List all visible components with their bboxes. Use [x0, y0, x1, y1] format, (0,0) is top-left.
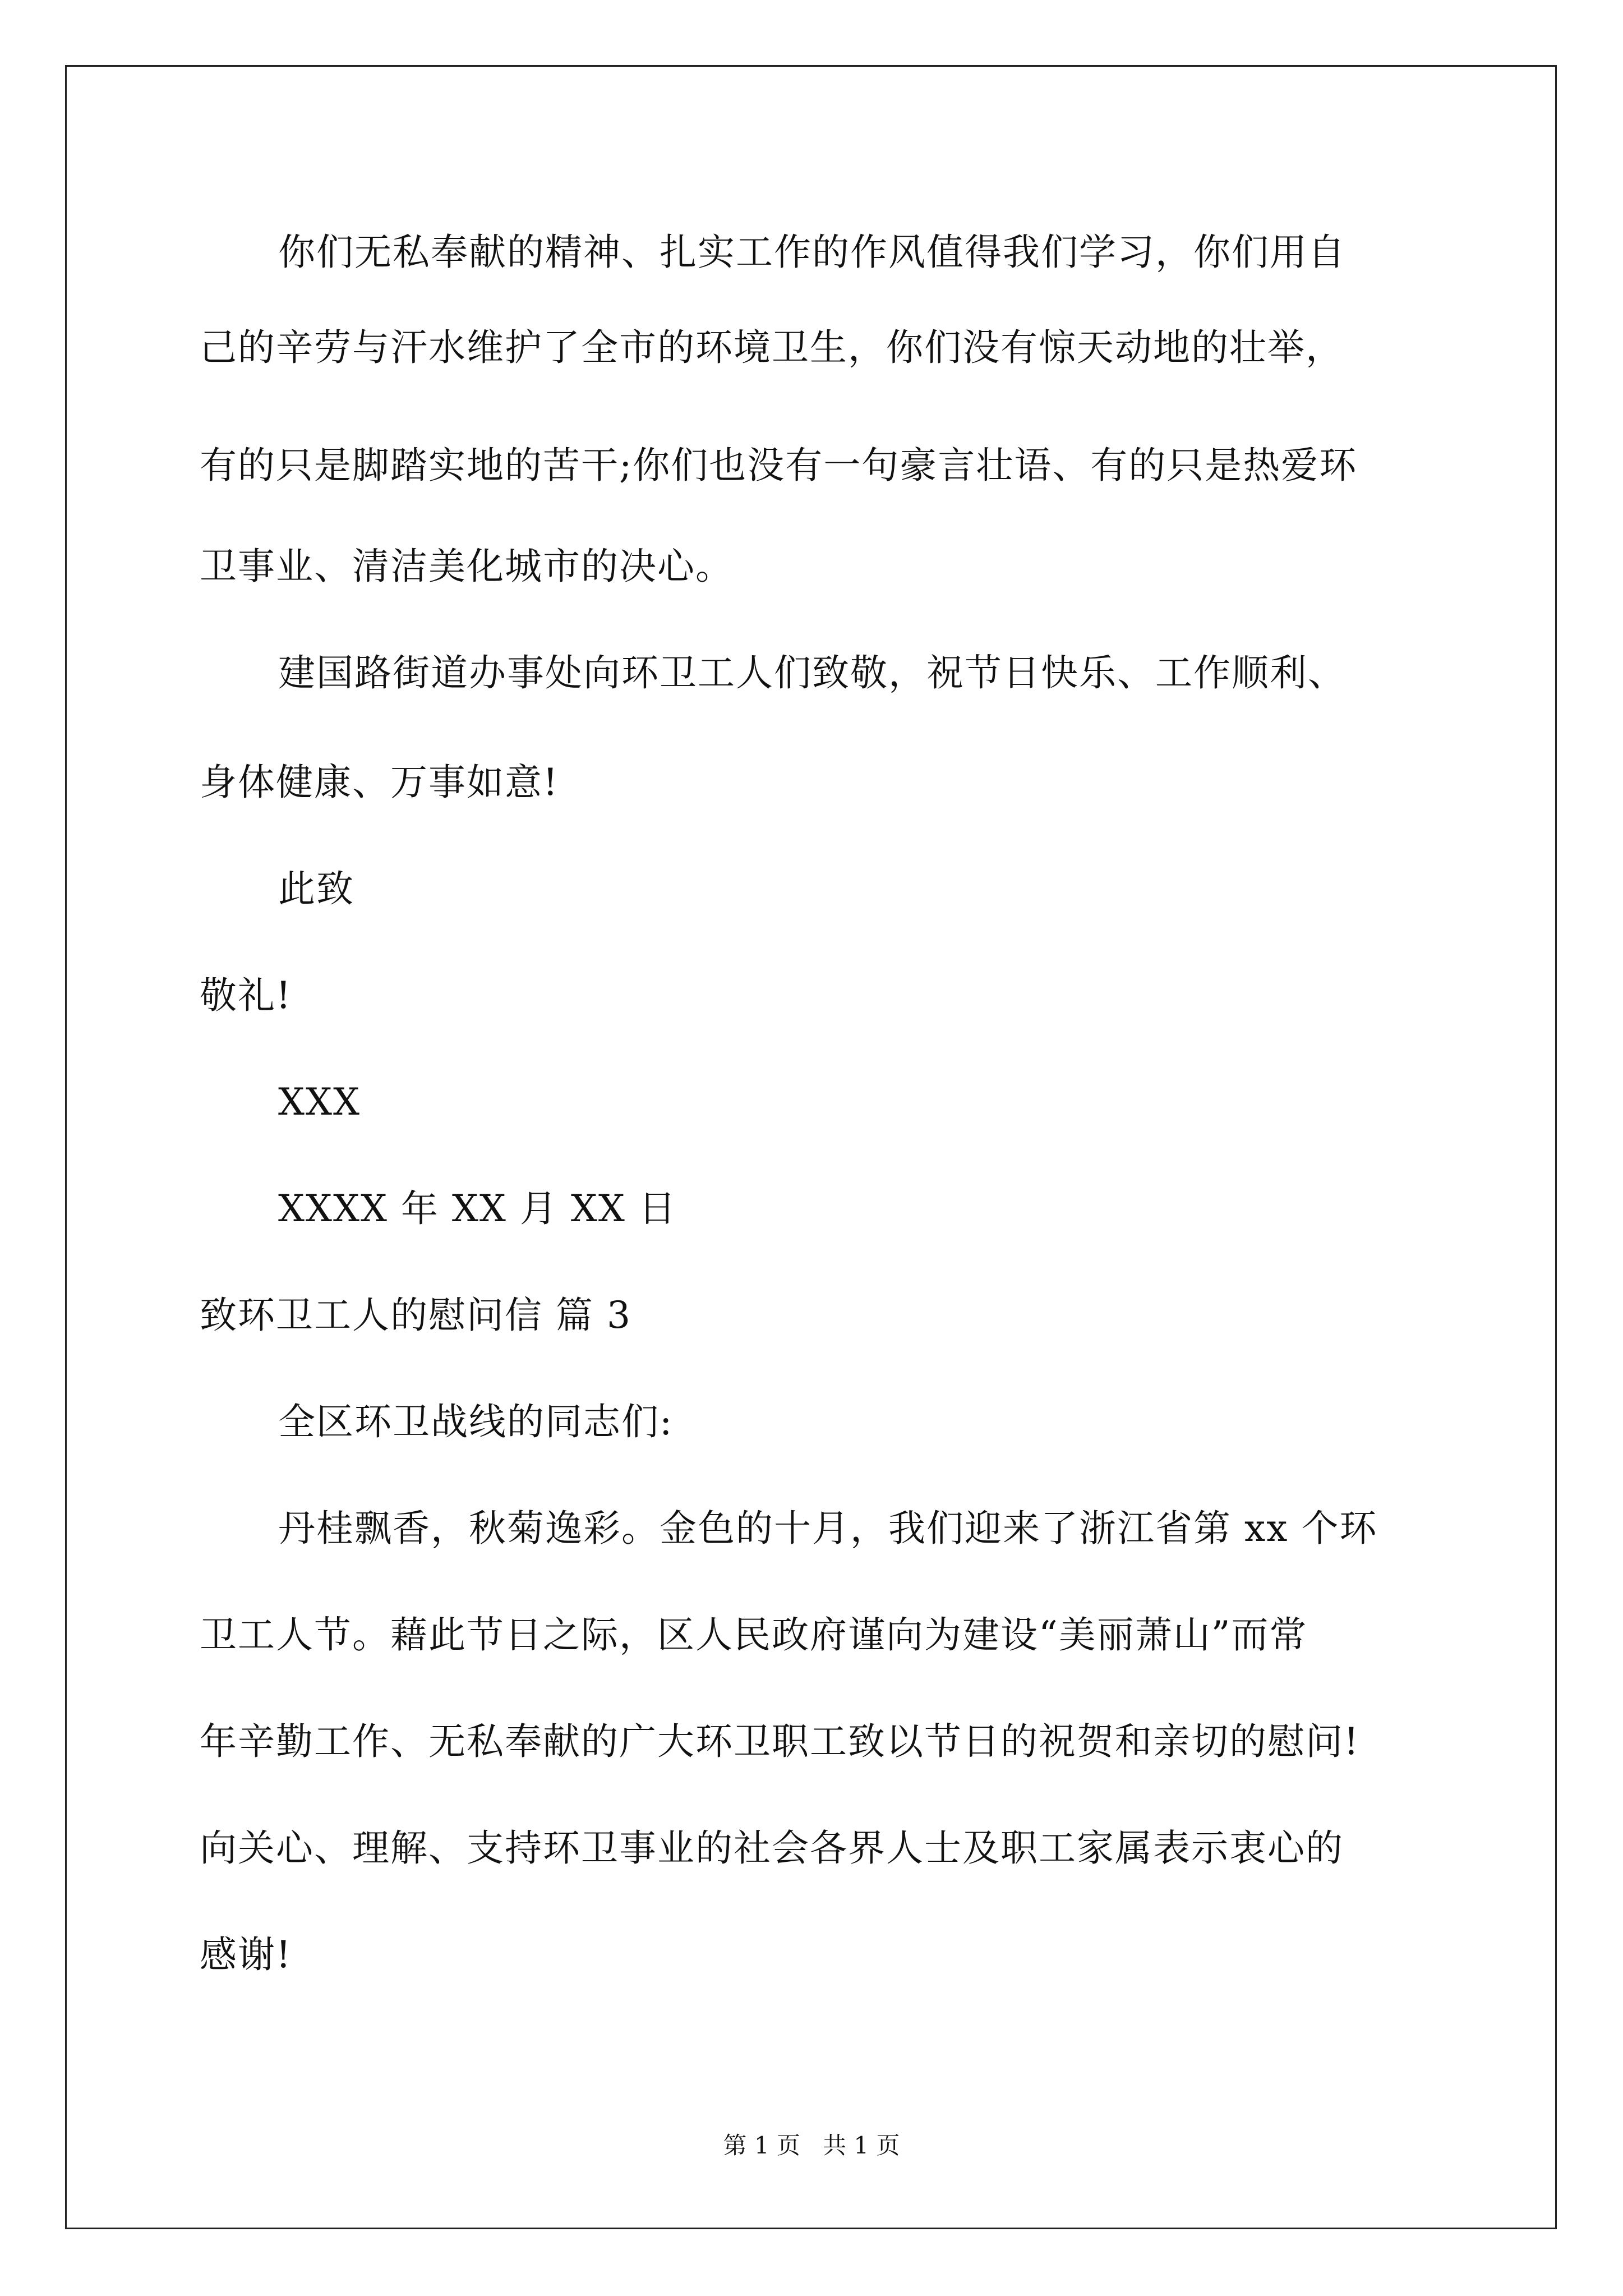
paragraph-line: 己的辛劳与汗水维护了全市的环境卫生，你们没有惊天动地的壮举， [200, 326, 1344, 369]
page-border [65, 65, 1557, 2229]
section-title: 致环卫工人的慰问信 篇 3 [200, 1294, 631, 1337]
paragraph-line: 身体健康、万事如意! [200, 761, 559, 804]
paragraph-line: 有的只是脚踏实地的苦干;你们也没有一句豪言壮语、有的只是热爱环 [200, 444, 1358, 487]
closing-phrase: 此致 [278, 867, 354, 910]
paragraph-line: 向关心、理解、支持环卫事业的社会各界人士及职工家属表示衷心的 [200, 1826, 1344, 1870]
paragraph-line: 年辛勤工作、无私奉献的广大环卫职工致以节日的祝贺和亲切的慰问! [200, 1720, 1360, 1763]
paragraph-line: 丹桂飘香，秋菊逸彩。金色的十月，我们迎来了浙江省第 xx 个环 [278, 1507, 1378, 1550]
paragraph-line: 建国路街道办事处向环卫工人们致敬，祝节日快乐、工作顺利、 [278, 651, 1346, 694]
signature-date: XXXX 年 XX 月 XX 日 [278, 1187, 677, 1230]
paragraph-line: 卫工人节。藉此节日之际，区人民政府谨向为建设“美丽萧山”而常 [200, 1613, 1308, 1657]
signature-name: XXX [278, 1080, 361, 1124]
page-number-footer: 第 1 页 共 1 页 [723, 2132, 900, 2159]
salutation-closing: 敬礼! [200, 974, 292, 1017]
paragraph-line: 卫事业、清洁美化城市的决心。 [200, 545, 734, 588]
paragraph-line: 你们无私奉献的精神、扎实工作的作风值得我们学习，你们用自 [278, 231, 1346, 274]
greeting-line: 全区环卫战线的同志们: [278, 1400, 674, 1443]
paragraph-line: 感谢! [200, 1933, 292, 1976]
